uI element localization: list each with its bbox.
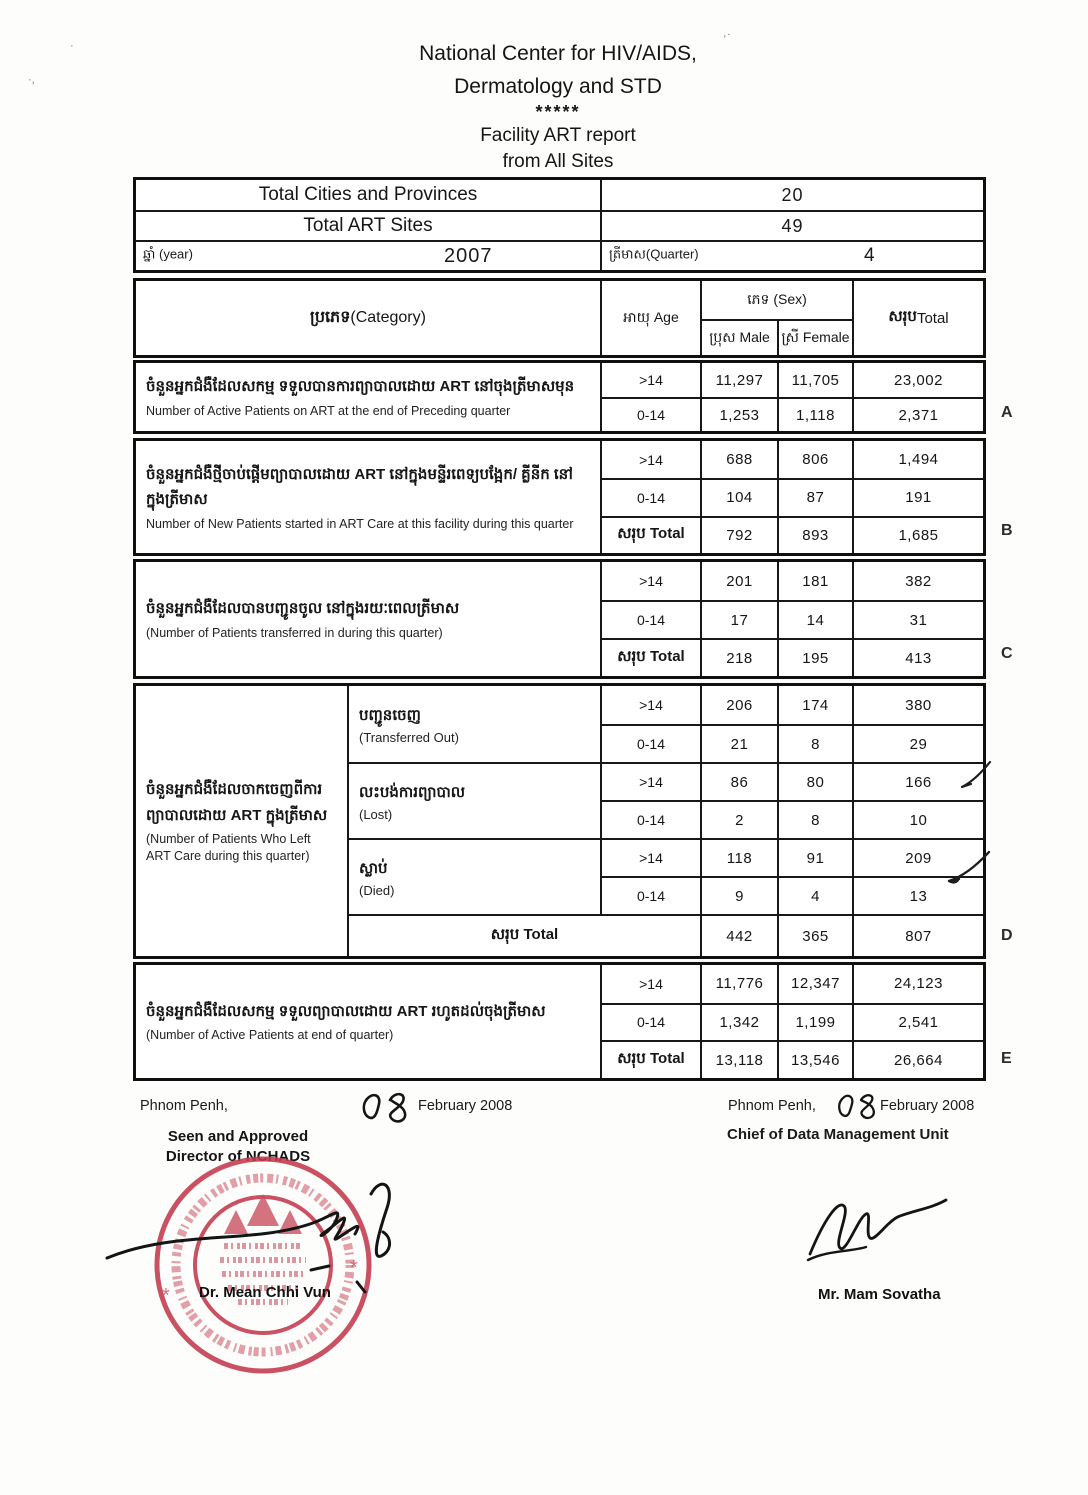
total-value: 26,664 (852, 1040, 983, 1078)
age-cell: 0-14 (600, 478, 700, 515)
subcategory-label-en: (Transferred Out) (359, 729, 459, 745)
section-e (133, 962, 986, 1081)
male-value: 11,776 (700, 965, 777, 1003)
total-value: 191 (852, 478, 983, 515)
total-art-sites-value: 49 (600, 210, 983, 240)
scan-artifact: ·, (28, 74, 35, 86)
section-letter-b: B (1001, 522, 1014, 539)
org-name-line1: National Center for HIV/AIDS, (419, 42, 697, 65)
section-c (133, 559, 986, 679)
section-a (133, 360, 986, 434)
section-letter-d: D (1001, 927, 1014, 944)
total-value: 1,494 (852, 441, 983, 478)
director-name: Dr. Mean Chhi Vun (199, 1284, 331, 1301)
age-cell: >14 (600, 838, 700, 876)
male-value: 9 (700, 876, 777, 914)
total-value: 382 (852, 562, 983, 600)
left-date-label: February 2008 (418, 1098, 513, 1114)
quarter-cell (600, 240, 983, 270)
female-value: 12,347 (777, 965, 852, 1003)
subcategory-label-en: (Died) (359, 882, 395, 898)
age-cell: >14 (600, 762, 700, 800)
male-value: 1,342 (700, 1003, 777, 1041)
male-value: 86 (700, 762, 777, 800)
section-d (133, 683, 986, 959)
scan-tick-mark (946, 848, 992, 884)
section-d-label-en: (Number of Patients Who Left ART Care during this quarter) (146, 832, 311, 863)
total-value: 807 (852, 914, 983, 956)
document-title-block (58, 38, 1058, 174)
year-value: 2007 (444, 244, 493, 267)
male-value: 13,118 (700, 1040, 777, 1078)
female-value: 14 (777, 600, 852, 638)
total-value: 10 (852, 800, 983, 838)
subcategory-label-km: ស្លាប់ (359, 859, 388, 877)
chief-role-label: Chief of Data Management Unit (727, 1126, 949, 1143)
female-value: 8 (777, 724, 852, 762)
female-value: 91 (777, 838, 852, 876)
right-place-label: Phnom Penh, (728, 1098, 816, 1114)
total-art-sites-label: Total ART Sites (136, 210, 600, 240)
category-header (136, 281, 600, 355)
male-header: ប្រុស Male (700, 319, 777, 355)
female-value: 195 (777, 638, 852, 676)
total-header-km: សរុប (888, 308, 917, 325)
report-table-header (133, 278, 986, 358)
section-letter-c: C (1001, 645, 1014, 662)
chief-signature (806, 1190, 951, 1265)
female-header: ស្រី Female (777, 319, 852, 355)
section-c-label-en: (Number of Patients transferred in during this quarter) (146, 625, 443, 640)
female-value: 80 (777, 762, 852, 800)
age-cell: >14 (600, 363, 700, 397)
subcategory-label-km: លះបង់ការព្យាបាល (359, 783, 466, 801)
chief-name: Mr. Mam Sovatha (818, 1286, 941, 1303)
total-header (852, 281, 983, 355)
male-value: 442 (700, 914, 777, 956)
total-value: 13 (852, 876, 983, 914)
female-value: 174 (777, 686, 852, 724)
male-value: 104 (700, 478, 777, 515)
total-cities-label: Total Cities and Provinces (258, 184, 478, 205)
female-value: 365 (777, 914, 852, 956)
female-value: 87 (777, 478, 852, 515)
section-d-label-km: ចំនួនអ្នកជំងឺដែលចាកចេញពីការ ព្យាបាលដោយ ART ក្នុងត្រីមាស (146, 781, 328, 824)
male-value: 201 (700, 562, 777, 600)
approval-line1: Seen and Approved (167, 1128, 309, 1145)
handwritten-day-left (358, 1088, 410, 1128)
age-cell: >14 (600, 965, 700, 1003)
scan-artifact: ,· (722, 27, 733, 41)
total-value: 23,002 (852, 363, 983, 397)
section-b-label-en: Number of New Patients started in ART Care at this facility during this quarter (146, 516, 574, 531)
quarter-value: 4 (864, 245, 875, 266)
female-value: 8 (777, 800, 852, 838)
total-row-label: សរុប Total (600, 1040, 700, 1078)
female-value: 1,199 (777, 1003, 852, 1041)
female-value: 893 (777, 516, 852, 553)
female-value: 806 (777, 441, 852, 478)
female-value: 11,705 (777, 363, 852, 397)
section-a-label-km: ចំនួនអ្នកជំងឺដែលសកម្ម ទទួលបានការព្យាបាលដោយ ART នៅចុងត្រីមាសមុន (146, 378, 575, 396)
subcategory-died (347, 838, 600, 914)
svg-text:*: * (350, 1257, 358, 1279)
total-header-en: Total (916, 309, 949, 327)
total-value: 2,371 (852, 397, 983, 431)
total-value: 24,123 (852, 965, 983, 1003)
sex-header: ភេទ (Sex) (700, 281, 852, 319)
male-value: 688 (700, 441, 777, 478)
right-date-label: February 2008 (880, 1098, 975, 1114)
handwritten-day-right (834, 1090, 878, 1124)
section-a-category (136, 363, 600, 431)
section-c-category (136, 562, 600, 676)
section-e-label-km: ចំនួនអ្នកជំងឺដែលសកម្ម ទទួលព្យាបាលដោយ ART រហូតដល់ចុងត្រីមាស (146, 1002, 546, 1020)
male-value: 2 (700, 800, 777, 838)
section-c-label-km: ចំនួនអ្នកជំងឺដែលបានបញ្ជូនចូល នៅក្នុងរយៈពេលត្រីមាស (146, 600, 460, 618)
separator-stars: ***** (535, 102, 581, 123)
age-cell: 0-14 (600, 724, 700, 762)
age-cell: >14 (600, 441, 700, 478)
report-title-line1: Facility ART report (480, 124, 636, 146)
report-title-line2: from All Sites (502, 150, 614, 172)
svg-text:*: * (162, 1285, 170, 1307)
total-value: 1,685 (852, 516, 983, 553)
male-value: 206 (700, 686, 777, 724)
age-cell: 0-14 (600, 600, 700, 638)
total-value: 413 (852, 638, 983, 676)
total-value: 209 (852, 838, 983, 876)
scan-tick-mark (958, 760, 994, 790)
quarter-label: ត្រីមាស(Quarter) (609, 246, 699, 262)
approval-line2: Director of NCHADS (165, 1147, 311, 1165)
org-name-line2: Dermatology and STD (454, 74, 662, 98)
section-b-category (136, 441, 600, 553)
total-value: 31 (852, 600, 983, 638)
total-value: 2,541 (852, 1003, 983, 1041)
left-place-label: Phnom Penh, (140, 1098, 228, 1114)
category-header-en: (Category) (350, 309, 426, 326)
section-b (133, 438, 986, 556)
category-header-km: ប្រភេទ (310, 309, 351, 326)
total-value: 380 (852, 686, 983, 724)
female-value: 13,546 (777, 1040, 852, 1078)
section-d-category (136, 686, 347, 956)
male-value: 118 (700, 838, 777, 876)
female-value: 181 (777, 562, 852, 600)
section-e-category (136, 965, 600, 1078)
summary-table (133, 177, 986, 273)
male-value: 792 (700, 516, 777, 553)
subcategory-label-km: បញ្ជូនចេញ (359, 706, 421, 724)
subcategory-transferred-out (347, 686, 600, 762)
age-cell: 0-14 (600, 876, 700, 914)
section-letter-a: A (1001, 404, 1014, 421)
total-row-label: សរុប Total (600, 638, 700, 676)
age-cell: >14 (600, 562, 700, 600)
scan-artifact: · (70, 40, 74, 52)
male-value: 1,253 (700, 397, 777, 431)
subcategory-label-en: (Lost) (359, 806, 393, 822)
total-value: 166 (852, 762, 983, 800)
subcategory-lost (347, 762, 600, 838)
female-value: 4 (777, 876, 852, 914)
total-cities-value: 20 (600, 180, 983, 210)
age-cell: >14 (600, 686, 700, 724)
female-value: 1,118 (777, 397, 852, 431)
age-header: អាយុ Age (600, 281, 700, 355)
total-row-label: សរុប Total (600, 516, 700, 553)
male-value: 17 (700, 600, 777, 638)
total-value: 29 (852, 724, 983, 762)
male-value: 21 (700, 724, 777, 762)
year-cell (136, 240, 600, 270)
section-e-label-en: (Number of Active Patients at end of quarter) (146, 1028, 394, 1043)
section-b-label-km: ចំនួនអ្នកជំងឺថ្មីចាប់ផ្ដើមព្យាបាលដោយ ART នៅក្នុងមន្ទីរពេទ្យបង្អែក/ គ្លីនីក នៅក្នុងត្រីមាស (146, 465, 573, 509)
age-cell: 0-14 (600, 397, 700, 431)
male-value: 11,297 (700, 363, 777, 397)
year-label: ឆ្នាំ (year) (143, 246, 193, 262)
section-letter-e: E (1001, 1050, 1013, 1067)
age-cell: 0-14 (600, 800, 700, 838)
age-cell: 0-14 (600, 1003, 700, 1041)
section-a-label-en: Number of Active Patients on ART at the end of Preceding quarter (146, 403, 511, 418)
male-value: 218 (700, 638, 777, 676)
total-row-label: សរុប Total (347, 914, 700, 956)
